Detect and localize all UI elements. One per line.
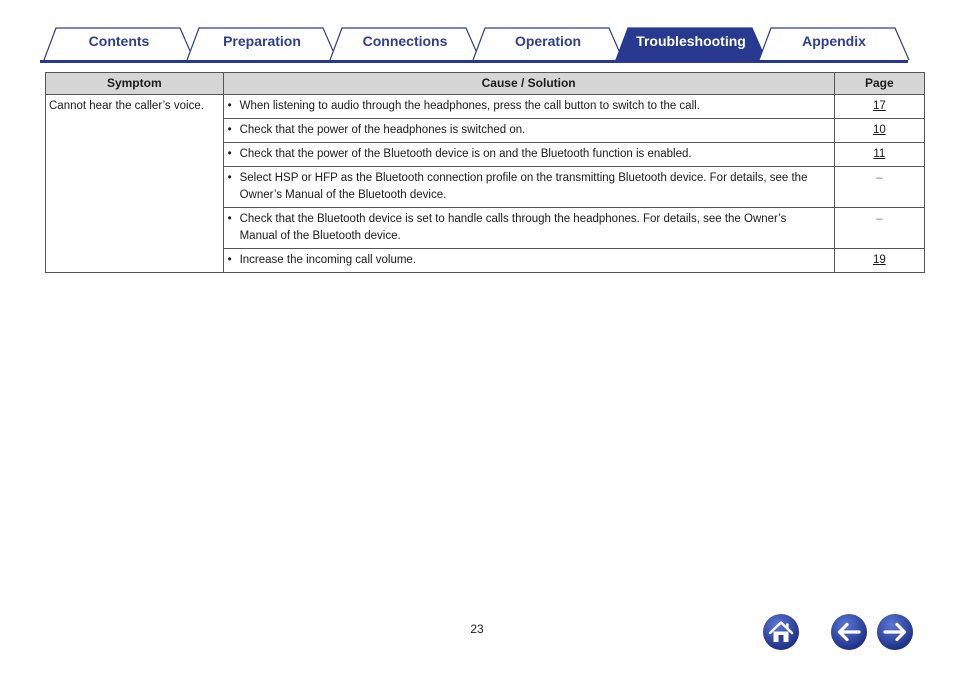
tab-operation-label: Operation xyxy=(514,33,582,49)
cause-cell xyxy=(223,167,834,208)
tab-contents[interactable] xyxy=(44,27,194,60)
forward-button[interactable] xyxy=(876,613,914,651)
tab-contents-label: Contents xyxy=(88,33,150,49)
tab-appendix-label: Appendix xyxy=(802,33,866,49)
cause-text: Increase the incoming call volume. xyxy=(239,254,417,266)
tab-appendix[interactable] xyxy=(759,27,909,60)
page-link[interactable]: 10 xyxy=(872,124,886,136)
header-symptom: Symptom xyxy=(46,73,224,95)
tab-operation[interactable] xyxy=(473,27,623,60)
bullet: • xyxy=(227,148,232,160)
page-link[interactable]: 19 xyxy=(872,254,886,266)
tab-connections[interactable] xyxy=(330,27,480,60)
cause-text: Check that the power of the Bluetooth device is on and the Bluetooth function is enabled. xyxy=(239,148,692,160)
bullet: • xyxy=(227,172,232,184)
page-cell xyxy=(834,249,924,273)
cause-text: Check that the power of the headphones is switched on. xyxy=(239,124,526,136)
tab-bar xyxy=(40,25,908,63)
back-arrow-icon xyxy=(830,613,868,651)
back-button[interactable] xyxy=(830,613,868,651)
troubleshooting-table xyxy=(45,72,925,273)
cause-text: When listening to audio through the headphones, press the call button to switch to the call. xyxy=(239,100,700,112)
table-row xyxy=(46,95,925,119)
page-number: 23 xyxy=(470,622,484,636)
tab-baseline xyxy=(40,60,908,63)
cause-text: Check that the Bluetooth device is set to handle calls through the headphones. For details, see the Owner’s Manual of the Bluetooth device. xyxy=(239,213,787,242)
tab-troubleshooting-label: Troubleshooting xyxy=(636,33,746,49)
page-link[interactable]: 11 xyxy=(873,148,886,160)
page-cell xyxy=(834,208,924,249)
cause-cell xyxy=(223,95,834,119)
home-button[interactable] xyxy=(762,613,800,651)
tab-troubleshooting[interactable] xyxy=(616,27,766,60)
symptom-cell: Cannot hear the caller’s voice. xyxy=(46,95,224,273)
page-cell xyxy=(834,95,924,119)
tab-preparation[interactable] xyxy=(187,27,337,60)
bullet: • xyxy=(227,213,232,225)
header-cause: Cause / Solution xyxy=(223,73,834,95)
tab-preparation-label: Preparation xyxy=(223,33,301,49)
cause-cell xyxy=(223,119,834,143)
cause-text: Select HSP or HFP as the Bluetooth connection profile on the transmitting Bluetooth device. For details, see the Owner’s Manual of the Bluetooth device. xyxy=(239,172,808,201)
bullet: • xyxy=(227,100,232,112)
page-dash: – xyxy=(876,213,883,225)
home-icon xyxy=(762,613,800,651)
cause-cell xyxy=(223,249,834,273)
page-dash: – xyxy=(876,172,883,184)
page-cell xyxy=(834,143,924,167)
table-header-row xyxy=(46,73,925,95)
cause-cell xyxy=(223,143,834,167)
header-page: Page xyxy=(834,73,924,95)
tab-connections-label: Connections xyxy=(362,33,448,49)
page-cell xyxy=(834,167,924,208)
bullet: • xyxy=(227,254,232,266)
forward-arrow-icon xyxy=(876,613,914,651)
page-cell xyxy=(834,119,924,143)
page-link[interactable]: 17 xyxy=(872,100,886,112)
bullet: • xyxy=(227,124,232,136)
cause-cell xyxy=(223,208,834,249)
